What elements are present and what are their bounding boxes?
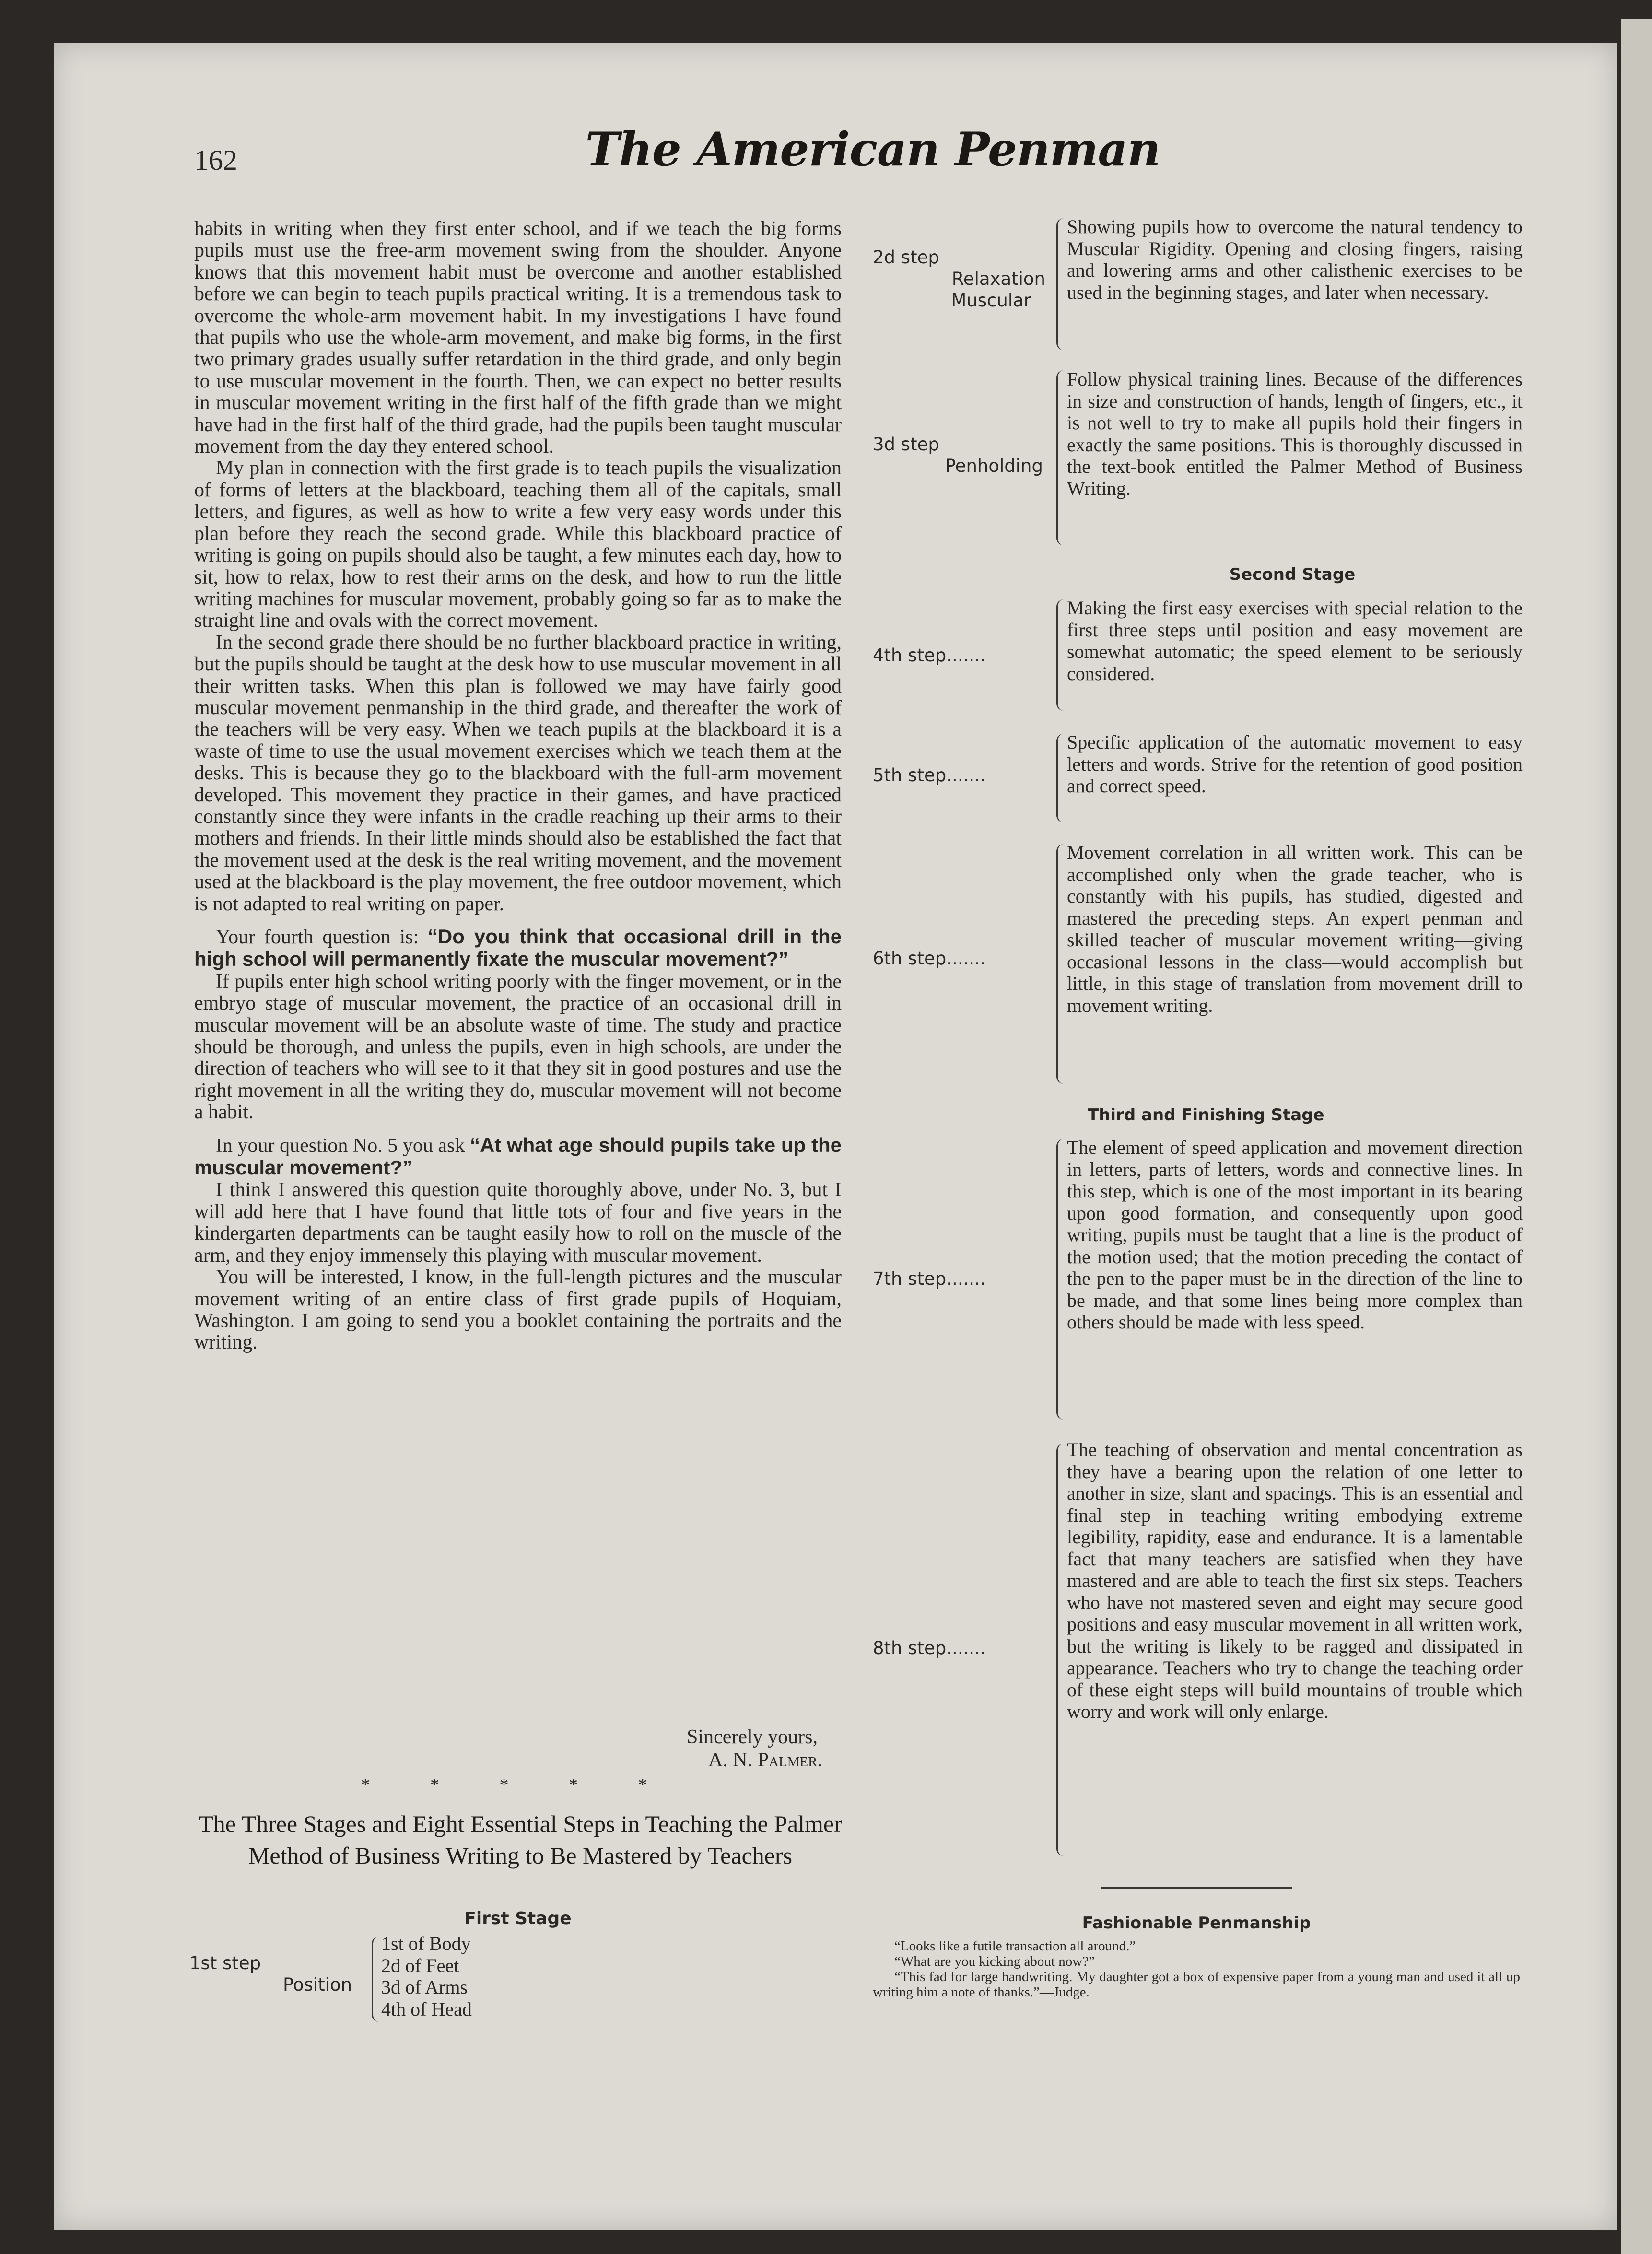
step-2-sublabel: Muscular: [951, 290, 1031, 311]
step-8-text: The teaching of observation and mental concentration as they have a bearing upon the relation of one letter to another in size, slant and spacings. This is an essential and final step in teaching writing embodying extreme legibility, rapidity, ease and endurance. It is a lamentable fact that many teachers are satisfied when they have mastered and are able to teach the first six steps. Teachers who have not mastered seven and eight may secure good positions and easy muscular movement in all written work, but the writing is likely to be ragged and dissipated in appearance. Teachers who try to change the teaching order of these eight steps will build mountains of trouble which worry and work will only enlarge.: [1067, 1439, 1523, 1722]
brace: [1056, 1444, 1064, 1856]
second-stage-heading: Second Stage: [1229, 565, 1356, 584]
step-7-label: 7th step.......: [873, 1268, 986, 1289]
step-6-label: 6th step.......: [873, 948, 986, 969]
brace: [1056, 599, 1064, 711]
paragraph: In the second grade there should be no further blackboard practice in writing, but the pupils should be taught at the desk how to use muscular movement in all their written tasks. When this plan is followed we may have fairly good muscular movement penmanship in the third grade, and thereafter the work of the teachers will be very easy. When we teach pupils at the blackboard it is a waste of time to use the usual movement exercises which we teach them at the desks. This is because they go to the blackboard with the full-arm movement developed. This movement they practice in their games, and have practiced constantly since they were infants in the cradle reaching up their arms to their mothers and friends. In their little minds should also be established the fact that the movement used at the desk is the real writing movement, and the movement used at the blackboard is the play movement, the free outdoor movement, which is not adapted to real writing on paper.: [194, 631, 842, 915]
closing-text: Sincerely yours,: [687, 1726, 818, 1748]
filler-line: “Looks like a futile transaction all around.”: [894, 1938, 1136, 1954]
brace: [1056, 734, 1064, 822]
signature: A. N. Palmer.: [708, 1749, 822, 1771]
third-stage-heading: Third and Finishing Stage: [1088, 1105, 1324, 1125]
step-3-sublabel: Penholding: [945, 456, 1043, 476]
step-6-text: Movement correlation in all written work. This can be accomplished only when the grade teacher, who is constantly with his pupils, has studied, digested and mastered the preceding steps. An expert penman and skilled teacher of muscular movement writing—giving occasional lessons in the class—would accomplish but little, in this stage of translation from movement drill to movement writing.: [1067, 842, 1523, 1016]
paragraph: My plan in connection with the first grade is to teach pupils the visualization of forms of letters at the blackboard, teaching them all of the capitals, small letters, and figures, as well as how to write a few very easy words under this plan before they reach the second grade. While this blackboard practice of writing is going on pupils should also be taught, a few minutes each day, how to sit, how to relax, how to rest their arms on the desk, and how to run the little writing machines for muscular movement, probably going so far as to make the straight line and ovals with the correct movement.: [194, 457, 842, 632]
brace: [372, 1937, 379, 2022]
question-text: “At what age should pupils take up the muscular movement?”: [194, 1133, 842, 1179]
step-5-label: 5th step.......: [873, 765, 986, 786]
first-stage-heading: First Stage: [464, 1909, 572, 1928]
paragraph-lead: In your question No. 5 you ask: [216, 1134, 470, 1157]
paragraph: [194, 1134, 842, 1180]
step-2-sublabel: Relaxation: [951, 269, 1045, 289]
brace: [1056, 218, 1064, 350]
section-divider-stars: * * * * *: [361, 1775, 675, 1795]
paragraph: You will be interested, I know, in the full-length pictures and the muscular movement writing of an entire class of first grade pupils of Hoquiam, Washington. I am going to send you a booklet containing the portraits and the writing.: [194, 1266, 842, 1354]
paragraph-lead: Your fourth question is:: [216, 926, 428, 948]
paragraph: [194, 926, 842, 971]
list-item: 1st of Body: [381, 1933, 471, 1954]
brace: [1056, 370, 1064, 545]
masthead: The American Penman: [585, 122, 1160, 176]
step-5-text: Specific application of the automatic movement to easy letters and words. Strive for the retention of good position and correct speed.: [1067, 731, 1523, 797]
step-3-label: 3d step: [873, 434, 939, 455]
step-4-text: Making the first easy exercises with special relation to the first three steps until position and easy movement are somewhat automatic; the speed element to be seriously considered.: [1067, 597, 1523, 684]
brace: [1056, 1139, 1064, 1420]
divider: [1101, 1887, 1292, 1889]
paragraph: I think I answered this question quite thoroughly above, under No. 3, but I will add here that I have found that little tots of four and five years in the kindergarten departments can be taught easily how to roll on the muscle of the arm, and they enjoy immensely this playing with muscular movement.: [194, 1179, 842, 1267]
step-1-list: [381, 1933, 573, 2020]
list-item: 2d of Feet: [381, 1954, 459, 1976]
step-1-label: 1st step: [189, 1953, 261, 1973]
adjacent-page-edge: [1621, 19, 1652, 2254]
step-7-text: The element of speed application and movement direction in letters, parts of letters, words and connective lines. In this step, which is one of the most important in its bearing upon good formation, and consequently upon good writing, pupils must be taught that a line is the product of the motion used; that the motion preceding the contact of the pen to the paper must be in the direction of the line to be made, and that some lines being more complex than others should be made with less speed.: [1067, 1137, 1523, 1333]
question-text: “Do you think that occasional drill in the high school will permanently fixate the muscular movement?”: [194, 925, 842, 971]
left-column-text: [194, 218, 842, 1354]
filler-line: “This fad for large handwriting. My daughter got a box of expensive paper from a young man and used it all up writing him a note of thanks.”—Judge.: [873, 1969, 1520, 2000]
filler-text: [873, 1938, 1520, 2000]
paragraph: If pupils enter high school writing poorly with the finger movement, or in the embryo stage of muscular movement, the practice of an occasional drill in muscular movement will be an absolute waste of time. The study and practice should be thorough, and unless the pupils, even in high schools, are under the direction of teachers who will see to it that they sit in good postures and use the right movement in all the writing they do, muscular movement will not become a habit.: [194, 970, 842, 1124]
step-1-sublabel: Position: [283, 1974, 352, 1995]
step-2-label: 2d step: [873, 247, 939, 268]
step-8-label: 8th step.......: [873, 1638, 986, 1658]
page-number: 162: [194, 144, 237, 176]
filler-title: Fashionable Penmanship: [1082, 1914, 1311, 1933]
brace: [1056, 844, 1064, 1084]
step-2-text: Showing pupils how to overcome the natural tendency to Muscular Rigidity. Opening and closing fingers, raising and lowering arms and other calisthenic exercises to be used in the beginning stages, and later when necessary.: [1067, 216, 1523, 303]
step-4-label: 4th step.......: [873, 645, 986, 666]
article-title: The Three Stages and Eight Essential Steps in Teaching the Palmer Method of Business Writing to Be Mastered by Teachers: [199, 1810, 842, 1869]
paragraph: habits in writing when they first enter school, and if we teach the big forms pupils must use the free-arm movement swing from the shoulder. Anyone knows that this movement habit must be overcome and another established before we can begin to teach pupils practical writing. It is a tremendous task to overcome the whole-arm movement habit. In my investigations I have found that pupils who use the whole-arm movement, and make big forms, in the first two primary grades usually suffer retardation in the third grade, and only begin to use muscular movement in the fourth. Then, we can expect no better results in muscular movement writing in the first half of the fifth grade than we might have had in the first half of the third grade, had the pupils been taught muscular movement from the day they entered school.: [194, 218, 842, 458]
step-3-text: Follow physical training lines. Because of the differences in size and construction of hands, length of fingers, etc., it is not well to try to make all pupils hold their fingers in exactly the same positions. This is thoroughly discussed in the text-book entitled the Palmer Method of Business Writing.: [1067, 368, 1523, 499]
list-item: 3d of Arms: [381, 1976, 468, 1998]
list-item: 4th of Head: [381, 1998, 472, 2020]
filler-line: “What are you kicking about now?”: [894, 1954, 1095, 1969]
